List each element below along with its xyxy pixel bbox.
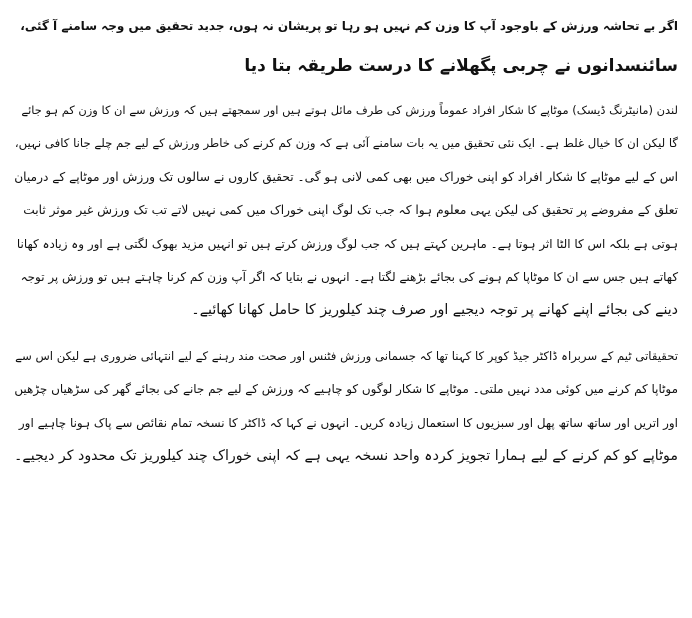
paragraph-1-line-7: دینے کی بجائے اپنے کھانے پر توجہ دیجیے اور صرف چند کیلوریز کا حامل کھانا کھائیے۔ — [191, 302, 678, 319]
headline-block — [14, 6, 678, 86]
article-paragraph-2 — [14, 340, 678, 474]
paragraph-1-line-3: اس کے لیے موٹاپے کا شکار افراد کو اپنی خوراک میں بھی کمی لانی ہو گی۔ تحقیق کاروں نے سالوں تک ورزش اور موٹاپے کے درمیان — [14, 169, 678, 184]
headline-line-1: اگر بے تحاشہ ورزش کے باوجود آپ کا وزن کم نہیں ہو رہا تو پریشان نہ ہوں، جدید تحقیق میں وجہ سامنے آ گئی، — [20, 19, 678, 33]
headline-line-2: سائنسدانوں نے چربی پگھلانے کا درست طریقہ بتا دیا — [244, 56, 678, 76]
paragraph-1-line-1: لندن (مانیٹرنگ ڈیسک) موٹاپے کا شکار افراد عموماً ورزش کی طرف مائل ہوتے ہیں اور سمجھتے ہیں کہ ورزش سے ان کا وزن کم ہو جائے — [21, 103, 678, 117]
paragraph-1-line-6: کھاتے ہیں جس سے ان کا موٹاپا کم ہونے کی بجائے بڑھنے لگتا ہے۔ انہوں نے بتایا کہ اگر آپ وزن کم کرنا چاہتے ہیں تو ورزش پر توجہ — [20, 270, 678, 285]
paragraph-2-line-2: موٹاپا کم کرنے میں کوئی مدد نہیں ملتی۔ موٹاپے کا شکار لوگوں کو چاہیے کہ ورزش کے لیے جم جانے کی بجائے گھر کی سڑھیاں چڑھیں — [14, 382, 678, 397]
paragraph-2-line-1: تحقیقاتی ٹیم کے سربراہ ڈاکٹر جیڈ کوپر کا کہنا تھا کہ جسمانی ورزش فٹنس اور صحت مند رہنے کے لیے انتہائی ضروری ہے لیکن اس سے — [15, 348, 678, 363]
paragraph-1-line-2: گا لیکن ان کا خیال غلط ہے۔ ایک نئی تحقیق میں یہ بات سامنے آئی ہے کہ وزن کم کرنے کی خاطر ورزش کے لیے جم چلے جانا کافی نہیں، — [14, 136, 678, 151]
paragraph-2-line-3: اور اتریں اور ساتھ ساتھ پھل اور سبزیوں کا استعمال زیادہ کریں۔ انہوں نے کہا کہ ڈاکٹر کا نسخہ تمام نقائص سے پاک ہونا چاہیے اور — [18, 415, 678, 430]
article-paragraph-1 — [14, 94, 678, 328]
paragraph-1-line-5: ہوتی ہے بلکہ اس کا الٹا اثر ہوتا ہے۔ ماہرین کہتے ہیں کہ جب لوگ ورزش کرتے ہیں تو انہیں مزید بھوک لگتی ہے اور وہ زیادہ کھانا — [16, 236, 678, 251]
paragraph-1-line-4: تعلق کے مفروضے پر تحقیق کی لیکن یہی معلوم ہوا کہ جب تک لوگ اپنی خوراک میں کمی نہیں لاتے تب تک ورزش غیر موثر ثابت — [23, 203, 678, 218]
paragraph-2-line-4: موٹاپے کو کم کرنے کے لیے ہمارا تجویز کردہ واحد نسخہ یہی ہے کہ اپنی خوراک چند کیلوریز تک محدود کر دیجیے۔ — [14, 448, 678, 465]
